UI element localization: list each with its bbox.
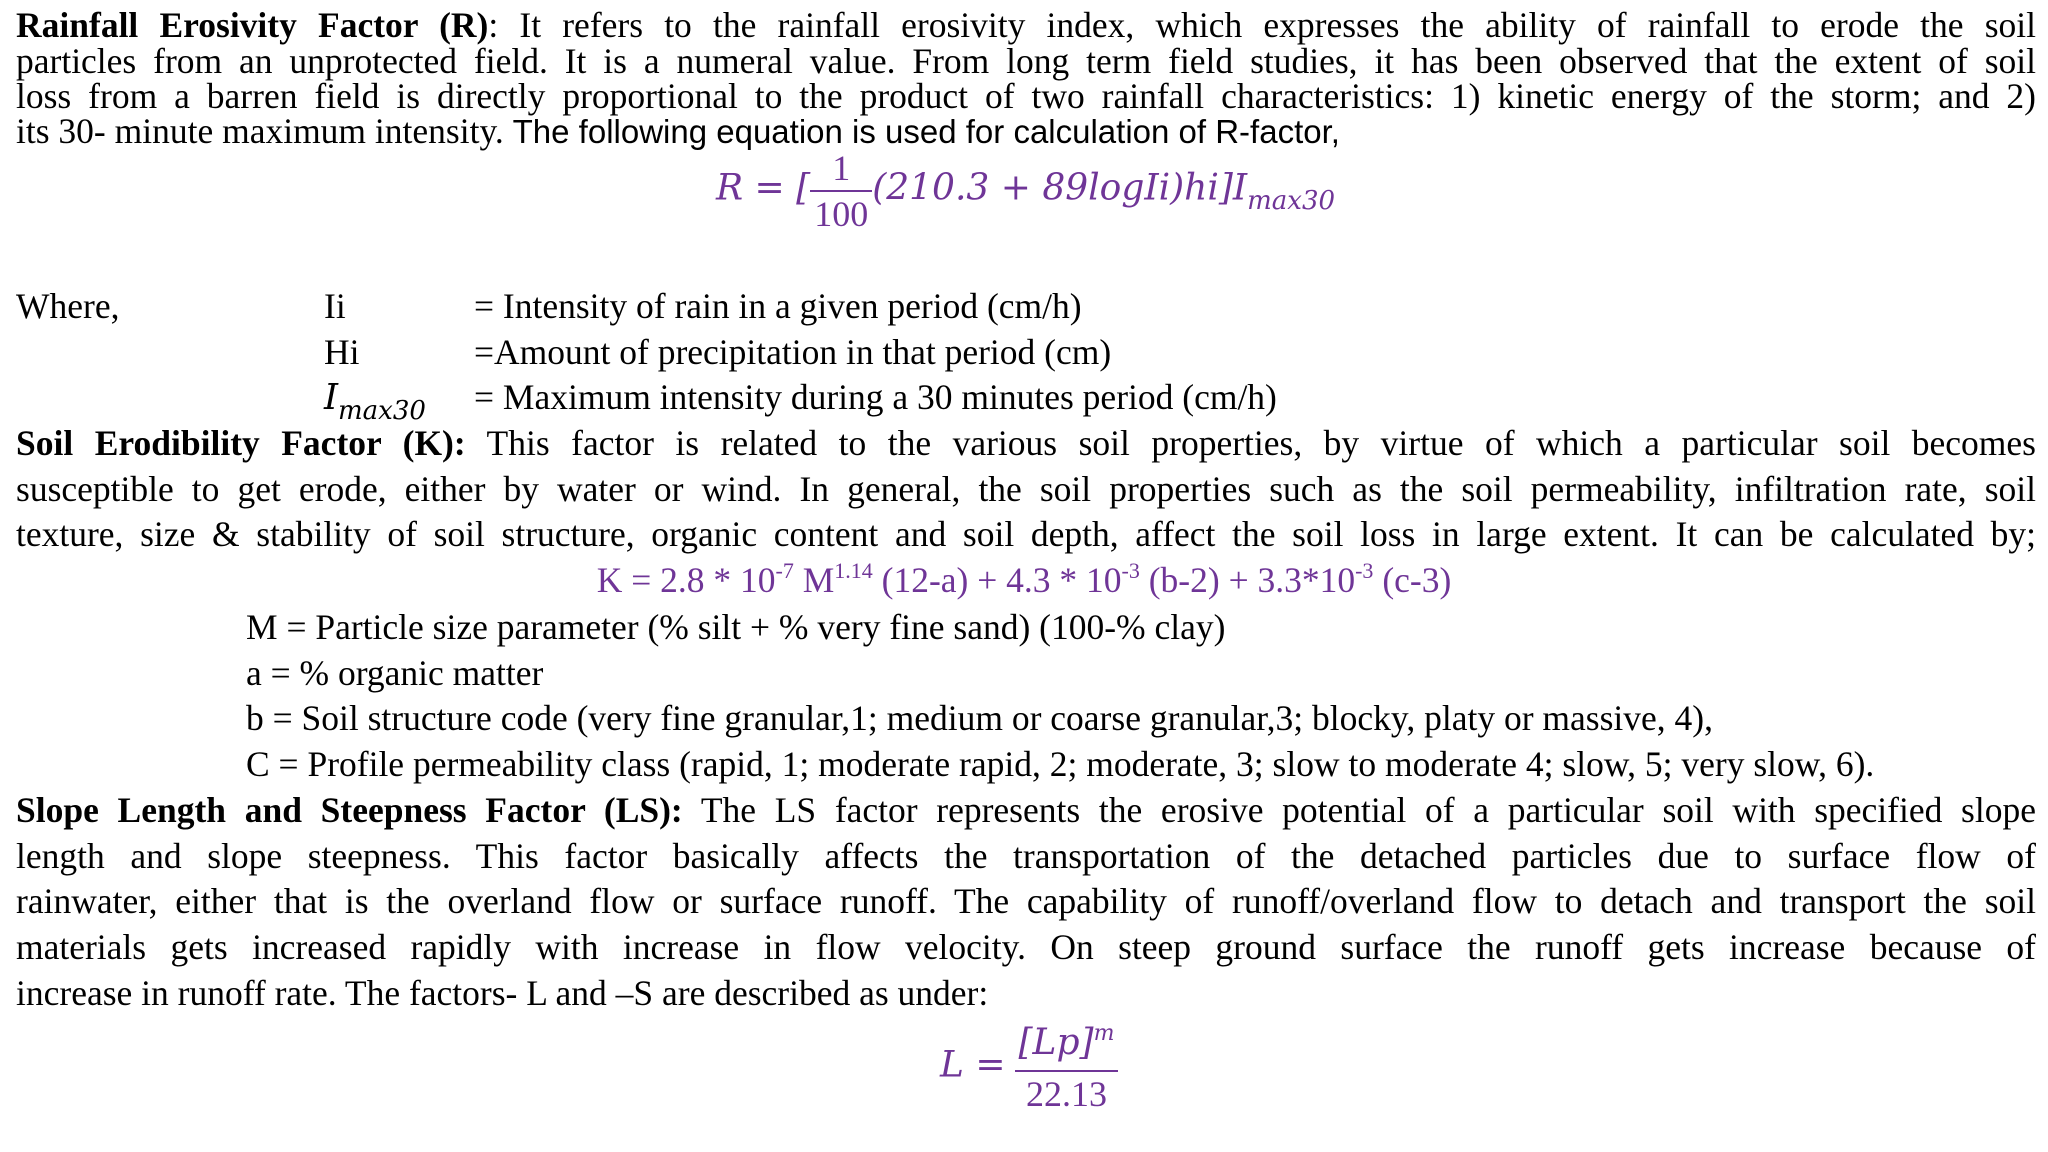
slope-line-5: increase in runoff rate. The factors- L and –S are described as under: — [16, 973, 989, 1013]
k-param-a: a = % organic matter — [246, 653, 544, 693]
def-symbol-hi: Hi — [324, 332, 360, 372]
erodibility-line-1: Soil Erodibility Factor (K): This factor is related to the various soil properties, by virtue of which a particular soil becomes — [16, 423, 2036, 463]
rainfall-heading: Rainfall Erosivity Factor (R) — [16, 5, 489, 45]
r-fraction: $\frac{1}{100}$ — [810, 146, 872, 236]
slope-heading: Slope Length and Steepness Factor (LS): — [16, 790, 683, 830]
slope-line-2: length and slope steepness. This factor basically affects the transportation of the detached particles due to surface flow of — [16, 836, 2036, 876]
def-desc-imax30: = Maximum intensity during a 30 minutes period (cm/h) — [474, 377, 1277, 417]
erodibility-line-2: susceptible to get erode, either by water or wind. In general, the soil properties such as the soil permeability, infiltration rate, soil — [16, 469, 2036, 509]
rainfall-line-4: its 30- minute maximum intensity. The following equation is used for calculation of R-factor, — [16, 111, 1340, 151]
slope-line-3: rainwater, either that is the overland flow or surface runoff. The capability of runoff/overland flow to detach and transport the soil — [16, 881, 2036, 921]
def-symbol-ii: Ii — [324, 286, 346, 326]
def-symbol-imax30: $I_{max30}$ — [324, 377, 426, 426]
r-factor-equation: R = [ $\frac{1}{100}$ $(210.3 + 89logIi)hi]I_{max30}$ — [716, 148, 1336, 234]
erodibility-heading: Soil Erodibility Factor (K): — [16, 423, 466, 463]
l-fraction: $\frac{[Lp]^m}{22.13}$ — [1015, 1020, 1119, 1116]
slope-line-4: materials gets increased rapidly with increase in flow velocity. On steep ground surface the runoff gets increase because of — [16, 927, 2036, 967]
where-label: Where, — [16, 286, 120, 326]
def-desc-ii: = Intensity of rain in a given period (cm/h) — [474, 286, 1082, 326]
rainfall-line-3: loss from a barren field is directly proportional to the product of two rainfall characteristics: 1) kinetic energy of the storm; and 2) — [16, 76, 2036, 116]
k-param-b: b = Soil structure code (very fine granular,1; medium or coarse granular,3; blocky, platy or massive, 4), — [246, 698, 1713, 738]
rainfall-line-1: Rainfall Erosivity Factor (R): It refers to the rainfall erosivity index, which expresses the ability of rainfall to erode the soil — [16, 5, 2036, 45]
rainfall-line-2: particles from an unprotected field. It is a numeral value. From long term field studies, it has been observed that the extent of soil — [16, 41, 2036, 81]
k-param-c: C = Profile permeability class (rapid, 1; moderate rapid, 2; moderate, 3; slow to moderate 4; slow, 5; very slow, 6). — [246, 744, 1875, 784]
k-factor-equation: $K = 2.8 * 10^{-7}$ $M^{1.14}$ $(12-a) + 4.3 * 10^{-3}$ $(b-2) + 3.3*10^{-3}$ (c-3) — [596, 558, 1452, 600]
l-factor-equation: L = $\frac{[Lp]^m}{22.13}$ — [940, 1020, 1118, 1116]
def-desc-hi: =Amount of precipitation in that period (cm) — [474, 332, 1112, 372]
erodibility-line-3: texture, size & stability of soil structure, organic content and soil depth, affect the soil loss in large extent. It can be calculated by; — [16, 514, 2036, 554]
slope-line-1: Slope Length and Steepness Factor (LS): The LS factor represents the erosive potential of a particular soil with specified slope — [16, 790, 2036, 830]
k-param-m: M = Particle size parameter (% silt + % very fine sand) (100-% clay) — [246, 607, 1226, 647]
